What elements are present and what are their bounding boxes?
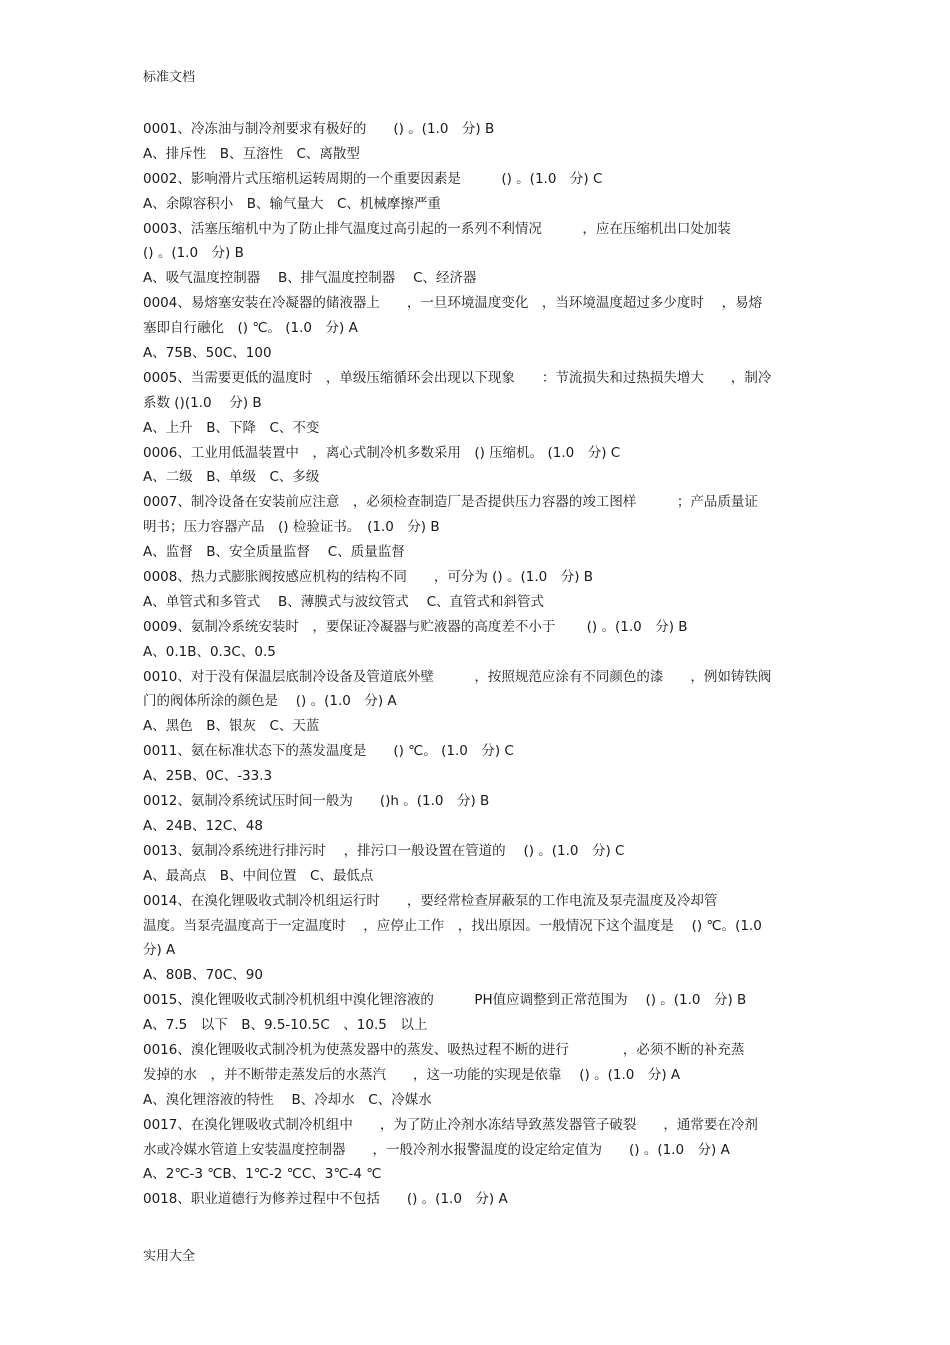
text-line: 0003、活塞压缩机中为了防止排气温度过高引起的一系列不利情况 ，应在压缩机出口处加装: [143, 220, 731, 237]
text-line: 0012、氨制冷系统试压时间一般为 ()h 。(1.0 分) B: [143, 793, 490, 810]
text-line: 系数 ()(1.0 分) B: [143, 394, 262, 411]
text-line: A、最高点 B、中间位置 C、最低点: [143, 867, 374, 884]
text-line: 0014、在溴化锂吸收式制冷机组运行时 ，要经常检查屏蔽泵的工作电流及泵壳温度及冷却管: [143, 892, 718, 909]
text-line: 0018、职业道德行为修养过程中不包括 () 。(1.0 分) A: [143, 1191, 508, 1208]
text-line: () 。(1.0 分) B: [143, 245, 244, 262]
text-line: A、监督 B、安全质量监督 C、质量监督: [143, 544, 405, 561]
text-line: 0006、工业用低温装置中 ，离心式制冷机多数采用 () 压缩机。 (1.0 分) C: [143, 444, 621, 461]
text-line: A、余隙容积小 B、输气量大 C、机械摩擦严重: [143, 195, 441, 212]
text-line: A、排斥性 B、互溶性 C、离散型: [143, 145, 360, 162]
text-line: 塞即自行融化 () ℃。 (1.0 分) A: [143, 320, 358, 337]
text-line: 门的阀体所涂的颜色是 () 。(1.0 分) A: [143, 693, 397, 710]
text-line: A、单管式和多管式 B、薄膜式与波纹管式 C、直管式和斜管式: [143, 593, 545, 610]
text-line: A、75B、50C、100: [143, 345, 272, 362]
text-line: A、0.1B、0.3C、0.5: [143, 643, 276, 660]
text-line: 分) A: [143, 942, 176, 959]
text-line: 0001、冷冻油与制冷剂要求有极好的 () 。(1.0 分) B: [143, 121, 495, 137]
text-line: A、2℃-3 ℃B、1℃-2 ℃C、3℃-4 ℃: [143, 1166, 382, 1183]
text-line: 0007、制冷设备在安装前应注意 ，必须检查制造厂是否提供压力容器的竣工图样 ；产品质量证: [143, 494, 758, 511]
text-line: 0017、在溴化锂吸收式制冷机组中 ，为了防止冷剂水冻结导致蒸发器管子破裂 ，通常要在冷剂: [143, 1116, 758, 1133]
text-line: A、二级 B、单级 C、多级: [143, 469, 320, 486]
page-footer: 实用大全: [143, 1249, 196, 1264]
text-line: A、溴化锂溶液的特性 B、冷却水 C、冷媒水: [143, 1091, 432, 1108]
text-line: A、25B、0C、-33.3: [143, 768, 273, 785]
page-header: 标准文档: [143, 70, 196, 85]
text-line: A、80B、70C、90: [143, 967, 263, 984]
text-line: 温度。当泵壳温度高于一定温度时 ，应停止工作 ，找出原因。一般情况下这个温度是 () ℃。(1.0: [143, 917, 762, 934]
text-line: 0015、溴化锂吸收式制冷机机组中溴化锂溶液的 PH值应调整到正常范围为 () 。(1.0 分) B: [143, 992, 747, 1009]
text-line: 0011、氨在标准状态下的蒸发温度是 () ℃。 (1.0 分) C: [143, 743, 514, 760]
text-line: A、24B、12C、48: [143, 817, 263, 834]
text-line: A、上升 B、下降 C、不变: [143, 419, 320, 436]
text-line: A、黑色 B、银灰 C、天蓝: [143, 718, 320, 735]
text-line: 0004、易熔塞安装在冷凝器的储液器上 ，一旦环境温度变化 ，当环境温度超过多少度时 ，易熔: [143, 295, 763, 312]
text-line: 0005、当需要更低的温度时 ，单级压缩循环会出现以下现象 ：节流损失和过热损失增大 ，制冷: [143, 369, 772, 386]
text-line: 0002、影响滑片式压缩机运转周期的一个重要因素是 () 。(1.0 分) C: [143, 170, 603, 187]
text-line: 0013、氨制冷系统进行排污时 ，排污口一般设置在管道的 () 。(1.0 分) C: [143, 842, 625, 859]
text-line: A、吸气温度控制器 B、排气温度控制器 C、经济器: [143, 270, 477, 287]
text-line: 明书；压力容器产品 () 检验证书。 (1.0 分) B: [143, 519, 440, 536]
question-list: [143, 117, 808, 1212]
text-line: 0008、热力式膨胀阀按感应机构的结构不同 ，可分为 () 。(1.0 分) B: [143, 569, 594, 586]
text-line: 0010、对于没有保温层底制冷设备及管道底外壁 ，按照规范应涂有不同颜色的漆 ，例如铸铁阀: [143, 668, 772, 685]
text-line: 发掉的水 ，并不断带走蒸发后的水蒸汽 ，这一功能的实现是依靠 () 。(1.0 分) A: [143, 1066, 681, 1083]
text-line: 0016、溴化锂吸收式制冷机为使蒸发器中的蒸发、吸热过程不断的进行 ，必须不断的补充蒸: [143, 1041, 745, 1058]
text-line: A、7.5 以下 B、9.5-10.5C 、10.5 以上: [143, 1017, 428, 1034]
text-line: 水或冷媒水管道上安装温度控制器 ，一般冷剂水报警温度的设定给定值为 () 。(1.0 分) A: [143, 1141, 730, 1158]
text-line: 0009、氨制冷系统安装时 ，要保证冷凝器与贮液器的高度差不小于 () 。(1.0 分) B: [143, 618, 688, 635]
